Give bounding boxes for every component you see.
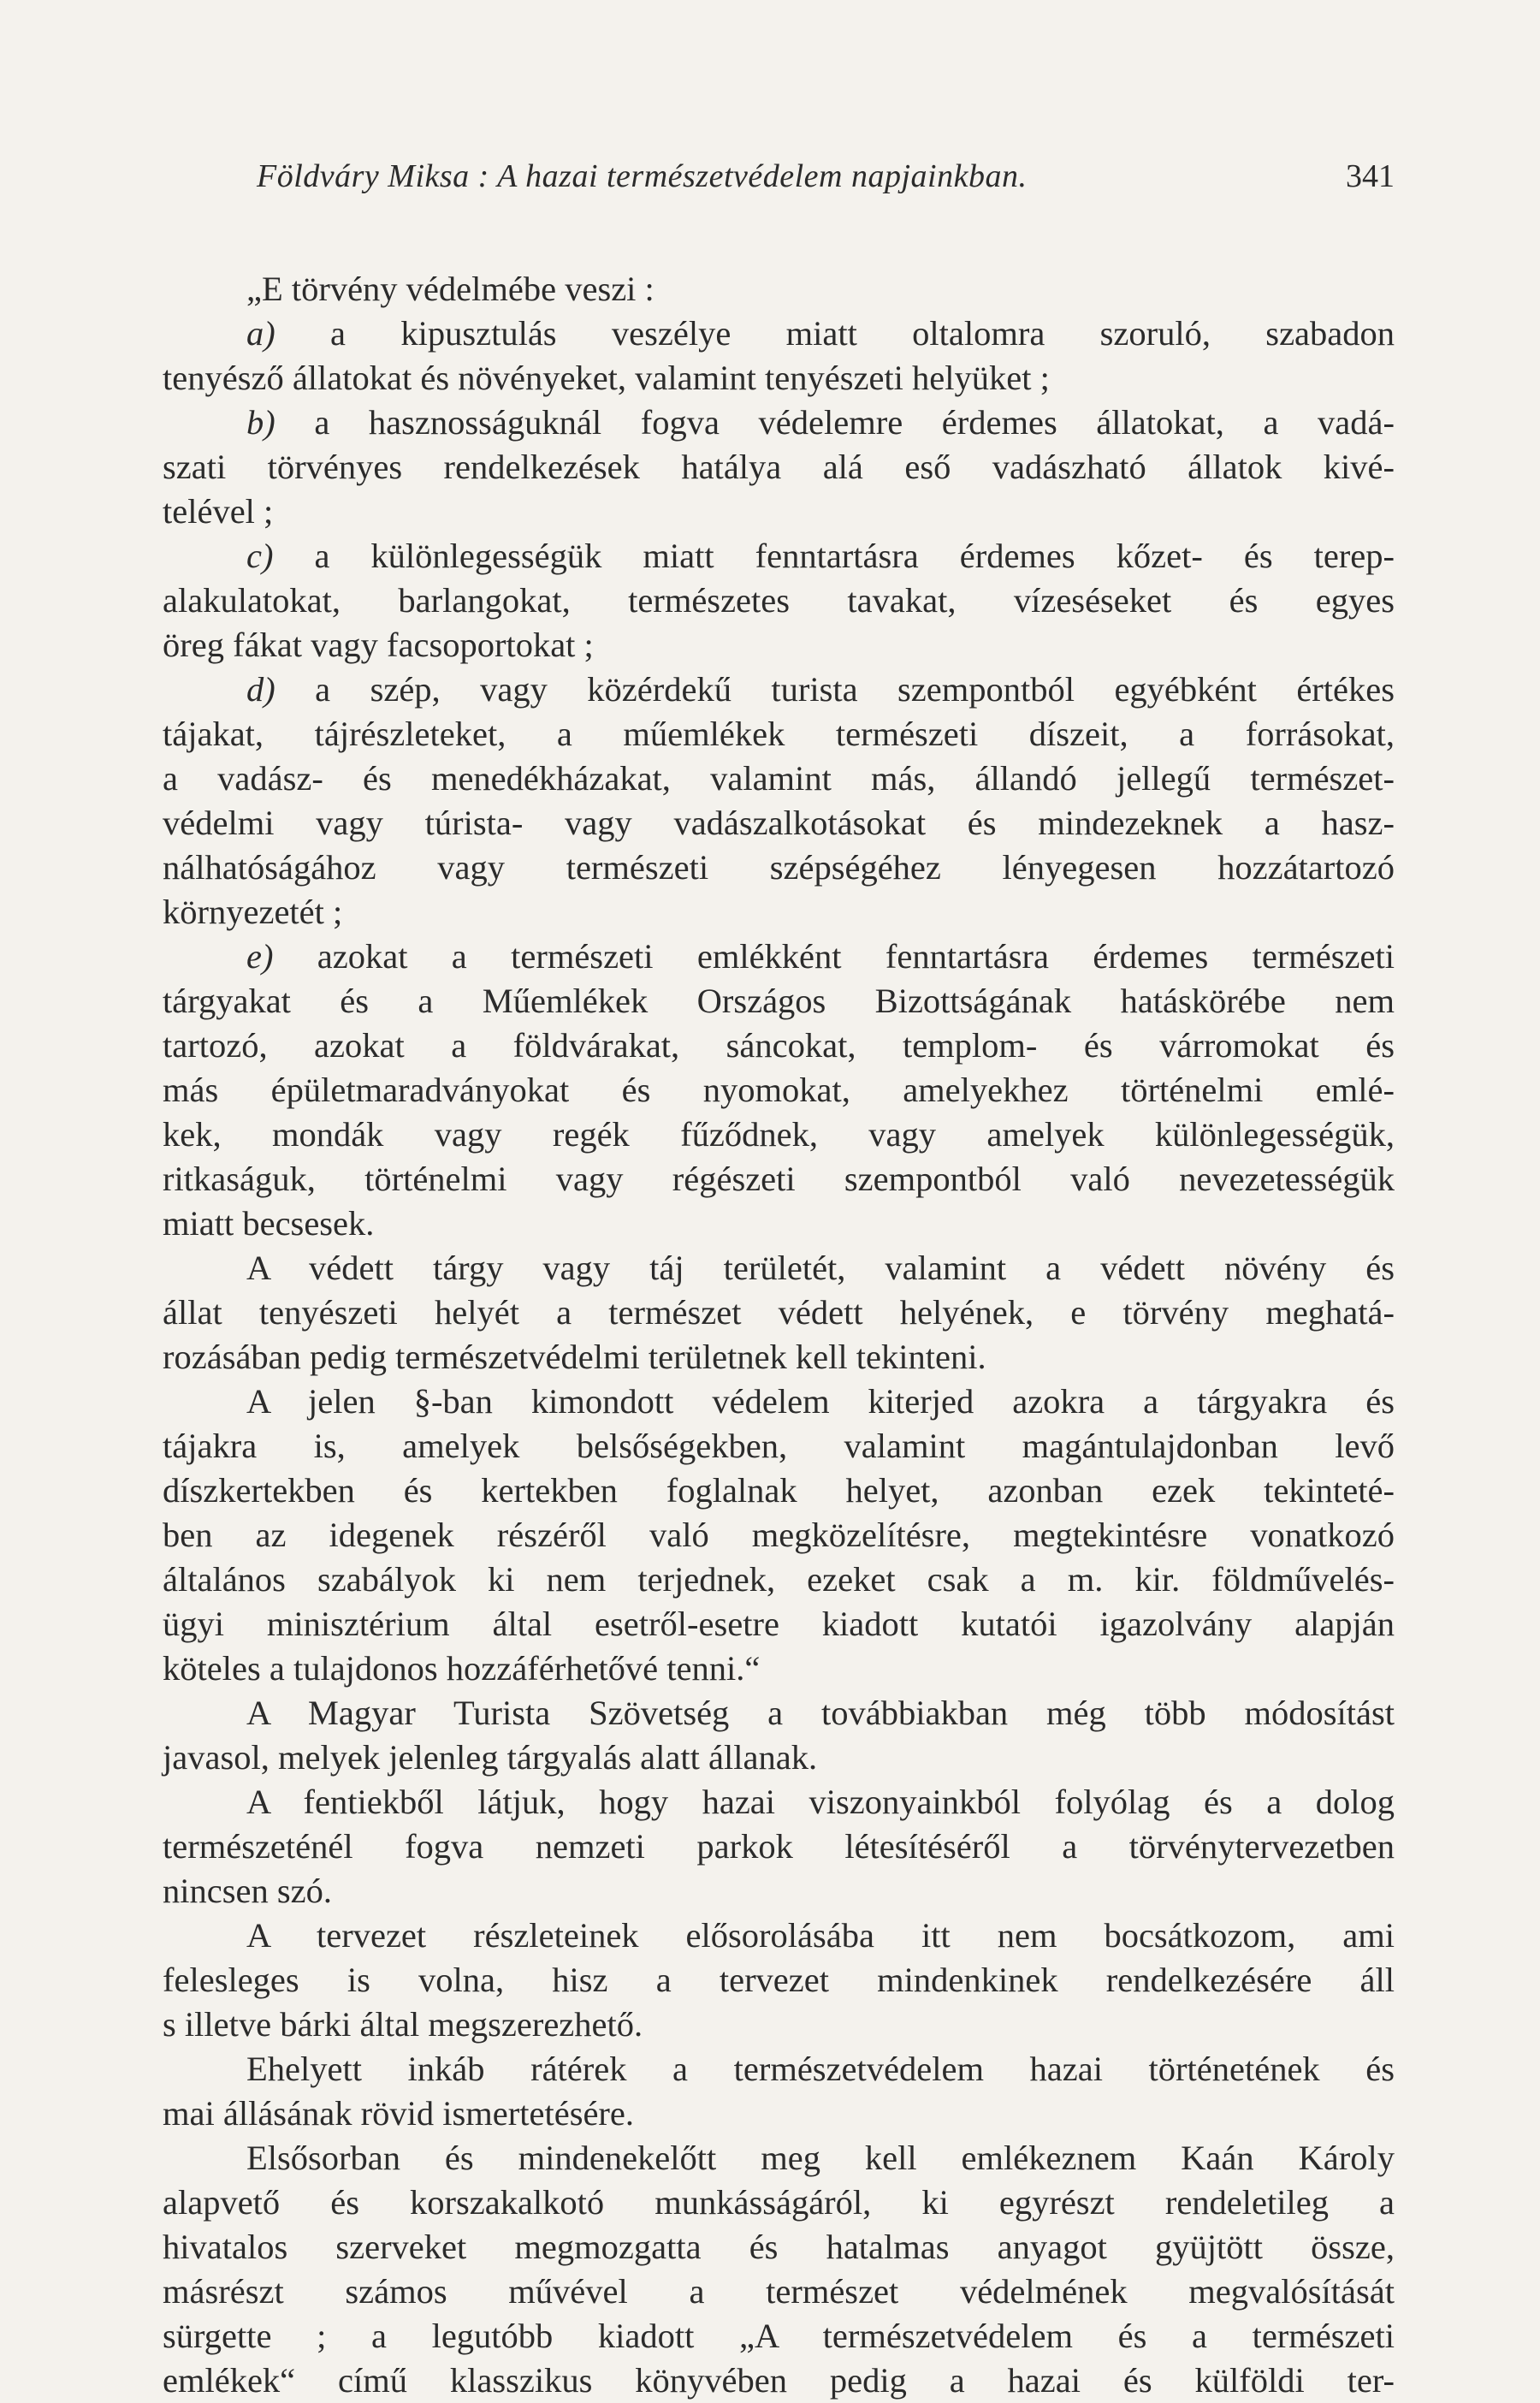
line-text: környezetét ; bbox=[163, 893, 343, 931]
text-line bbox=[163, 2358, 1395, 2403]
line-text: tárgyakat és a Műemlékek Országos Bizottságának hatáskörébe nem bbox=[163, 982, 1395, 1020]
text-line bbox=[163, 534, 1395, 578]
list-item-label: e) bbox=[246, 937, 274, 976]
line-text: ben az idegenek részéről való megközelítésre, megtekintésre vonatkozó bbox=[163, 1516, 1395, 1554]
line-text: A védett tárgy vagy táj területét, valamint a védett növény és bbox=[246, 1249, 1395, 1287]
line-text: tájakat, tájrészleteket, a műemlékek természeti díszeit, a forrásokat, bbox=[163, 715, 1395, 753]
line-text: védelmi vagy túrista- vagy vadászalkotásokat és mindezeknek a hasz- bbox=[163, 804, 1395, 842]
line-text: ügyi minisztérium által esetről-esetre kiadott kutatói igazolvány alapján bbox=[163, 1605, 1395, 1643]
running-head bbox=[163, 156, 1395, 197]
line-text: emlékek“ című klasszikus könyvében pedig a hazai és külföldi ter- bbox=[163, 2361, 1395, 2400]
text-line bbox=[163, 1736, 1395, 1780]
text-line bbox=[163, 578, 1395, 623]
line-text: tenyésző állatokat és növényeket, valamint tenyészeti helyüket ; bbox=[163, 359, 1050, 397]
line-text: Ehelyett inkáb rátérek a természetvédelem hazai történetének és bbox=[246, 2050, 1395, 2088]
text-line bbox=[163, 801, 1395, 846]
line-text: díszkertekben és kertekben foglalnak helyet, azonban ezek tekinteté- bbox=[163, 1471, 1395, 1510]
line-text: a szép, vagy közérdekű turista szempontból egyébként értékes bbox=[275, 670, 1395, 709]
line-text: rozásában pedig természetvédelmi területnek kell tekinteni. bbox=[163, 1338, 986, 1376]
line-text: miatt becsesek. bbox=[163, 1204, 375, 1243]
text-line bbox=[163, 1290, 1395, 1335]
text-line bbox=[163, 756, 1395, 801]
line-text: ritkaságuk, történelmi vagy régészeti szempontból való nevezetességük bbox=[163, 1160, 1395, 1198]
text-line bbox=[163, 1513, 1395, 1558]
text-line bbox=[163, 846, 1395, 890]
text-line bbox=[163, 1202, 1395, 1246]
line-text: a hasznosságuknál fogva védelemre érdemes állatokat, a vadá- bbox=[275, 403, 1395, 442]
line-text: szati törvényes rendelkezések hatálya alá eső vadászható állatok kivé- bbox=[163, 448, 1395, 486]
text-line bbox=[163, 1958, 1395, 2002]
line-text: javasol, melyek jelenleg tárgyalás alatt állanak. bbox=[163, 1738, 818, 1777]
text-line bbox=[163, 2314, 1395, 2358]
line-text: A fentiekből látjuk, hogy hazai viszonyainkból folyólag és a dolog bbox=[246, 1783, 1395, 1821]
text-line bbox=[163, 1780, 1395, 1824]
line-text: a kipusztulás veszélye miatt oltalomra szoruló, szabadon bbox=[275, 314, 1395, 353]
text-line bbox=[163, 2136, 1395, 2180]
text-line bbox=[163, 890, 1395, 934]
line-text: másrészt számos művével a természet védelmének megvalósítását bbox=[163, 2272, 1395, 2311]
text-line bbox=[163, 1068, 1395, 1112]
text-line bbox=[163, 1246, 1395, 1290]
line-text: telével ; bbox=[163, 492, 274, 531]
text-line bbox=[163, 1602, 1395, 1646]
text-line bbox=[163, 1112, 1395, 1157]
text-line bbox=[163, 400, 1395, 445]
text-line bbox=[163, 668, 1395, 712]
text-line bbox=[163, 1468, 1395, 1513]
line-text: általános szabályok ki nem terjednek, ezeket csak a m. kir. földművelés- bbox=[163, 1560, 1395, 1599]
line-text: természeténél fogva nemzeti parkok létesítéséről a törvénytervezetben bbox=[163, 1827, 1395, 1866]
text-line bbox=[163, 2225, 1395, 2270]
text-line bbox=[163, 2270, 1395, 2314]
text-line bbox=[163, 1691, 1395, 1736]
text-line bbox=[163, 2092, 1395, 2136]
line-text: azokat a természeti emlékként fenntartásra érdemes természeti bbox=[273, 937, 1395, 976]
text-line bbox=[163, 490, 1395, 534]
text-line bbox=[163, 934, 1395, 979]
line-text: mai állásának rövid ismertetésére. bbox=[163, 2094, 635, 2133]
text-line bbox=[163, 1869, 1395, 1914]
line-text: nincsen szó. bbox=[163, 1872, 332, 1910]
text-line bbox=[163, 445, 1395, 490]
line-text: hivatalos szerveket megmozgatta és hatalmas anyagot gyüjtött össze, bbox=[163, 2228, 1395, 2266]
text-line bbox=[163, 1914, 1395, 1958]
text-line bbox=[163, 979, 1395, 1024]
line-text: sürgette ; a legutóbb kiadott „A természetvédelem és a természeti bbox=[163, 2317, 1395, 2355]
line-text: más épületmaradványokat és nyomokat, amelyekhez történelmi emlé- bbox=[163, 1071, 1395, 1109]
line-text: A tervezet részleteinek elősorolásába itt nem bocsátkozom, ami bbox=[246, 1916, 1395, 1955]
list-item-label: d) bbox=[246, 670, 275, 709]
running-title: Földváry Miksa : A hazai természetvédelem napjainkban. bbox=[257, 158, 1028, 194]
text-line bbox=[163, 1024, 1395, 1068]
line-text: tájakra is, amelyek belsőségekben, valamint magántulajdonban levő bbox=[163, 1427, 1395, 1465]
line-text: nálhatóságához vagy természeti szépségéhez lényegesen hozzátartozó bbox=[163, 848, 1395, 887]
text-line bbox=[163, 1380, 1395, 1424]
line-text: felesleges is volna, hisz a tervezet mindenkinek rendelkezésére áll bbox=[163, 1961, 1395, 1999]
text-line bbox=[163, 312, 1395, 356]
text-line bbox=[163, 1646, 1395, 1691]
text-line bbox=[163, 1424, 1395, 1468]
line-text: állat tenyészeti helyét a természet védett helyének, e törvény meghatá- bbox=[163, 1293, 1395, 1332]
text-line bbox=[163, 1558, 1395, 1602]
line-text: s illetve bárki által megszerezhető. bbox=[163, 2005, 643, 2044]
text-line bbox=[163, 2047, 1395, 2092]
line-text: köteles a tulajdonos hozzáférhetővé tenni.“ bbox=[163, 1649, 761, 1688]
text-line bbox=[163, 1157, 1395, 1202]
text-line bbox=[163, 2180, 1395, 2225]
page-number: 341 bbox=[1346, 158, 1395, 194]
line-text: alapvető és korszakalkotó munkásságáról, ki egyrészt rendeletileg a bbox=[163, 2183, 1395, 2222]
text-line bbox=[163, 1335, 1395, 1380]
line-text: a vadász- és menedékházakat, valamint más, állandó jellegű természet- bbox=[163, 759, 1395, 798]
line-text: Elsősorban és mindenekelőtt meg kell emlékeznem Kaán Károly bbox=[246, 2139, 1395, 2177]
text-line bbox=[163, 2002, 1395, 2047]
text-line bbox=[163, 267, 1395, 312]
text-line bbox=[163, 712, 1395, 756]
body-text bbox=[163, 267, 1395, 2403]
line-text: a különlegességük miatt fenntartásra érdemes kőzet- és terep- bbox=[273, 537, 1395, 575]
line-text: tartozó, azokat a földvárakat, sáncokat, templom- és várromokat és bbox=[163, 1026, 1395, 1065]
list-item-label: a) bbox=[246, 314, 275, 353]
text-line bbox=[163, 356, 1395, 400]
list-item-label: b) bbox=[246, 403, 275, 442]
text-line bbox=[163, 623, 1395, 668]
line-text: kek, mondák vagy regék fűződnek, vagy amelyek különlegességük, bbox=[163, 1115, 1395, 1154]
line-text: A jelen §-ban kimondott védelem kiterjed azokra a tárgyakra és bbox=[246, 1382, 1395, 1421]
line-text: öreg fákat vagy facsoportokat ; bbox=[163, 626, 594, 664]
line-text: alakulatokat, barlangokat, természetes tavakat, vízeséseket és egyes bbox=[163, 581, 1395, 620]
line-text: „E törvény védelmébe veszi : bbox=[246, 270, 654, 308]
text-line bbox=[163, 1824, 1395, 1869]
list-item-label: c) bbox=[246, 537, 274, 575]
line-text: A Magyar Turista Szövetség a továbbiakban még több módosítást bbox=[246, 1694, 1395, 1732]
